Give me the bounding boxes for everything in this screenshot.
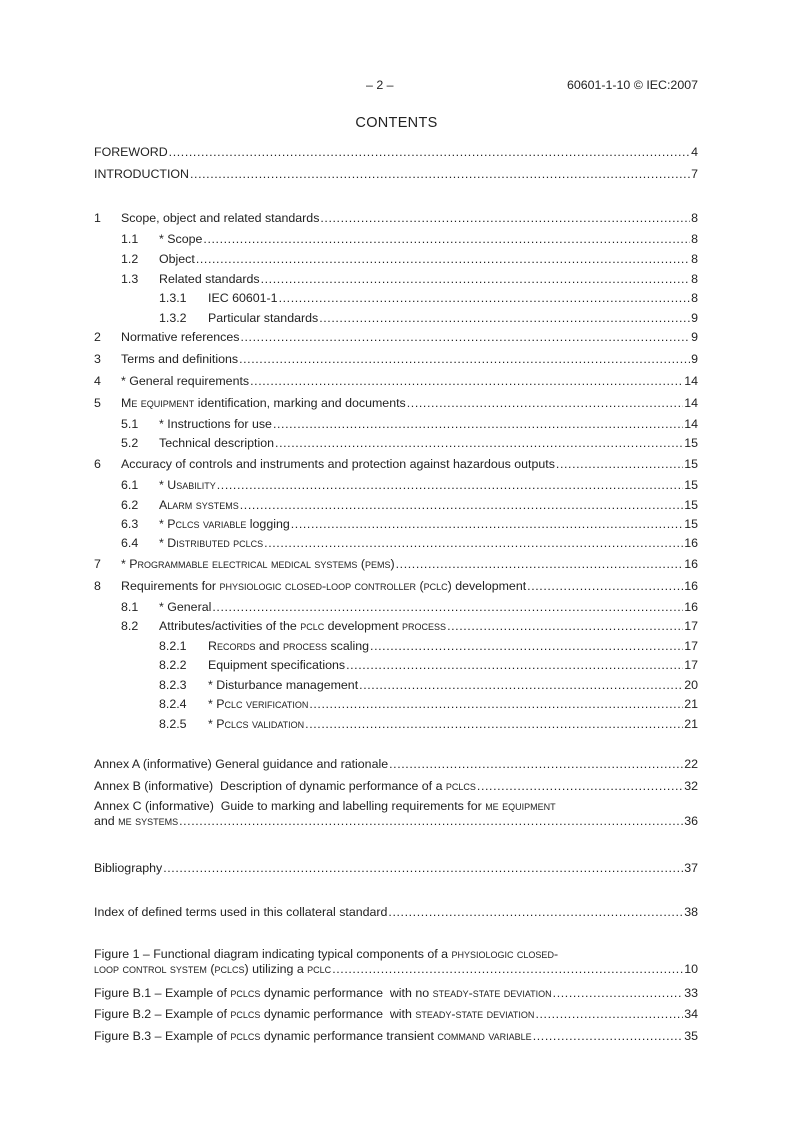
toc-entry-text: * Pclcs validation — [208, 717, 305, 731]
toc-entry-figure-b1[interactable] — [94, 985, 698, 1002]
dot-leader — [535, 1006, 683, 1023]
toc-entry-page: 4 — [691, 145, 698, 159]
toc-entry-text: and me systems — [94, 814, 179, 828]
toc-entry-text: Object — [159, 252, 195, 266]
toc-entry-text: * Scope — [159, 232, 203, 246]
toc-entry-number: 4 — [94, 374, 101, 388]
toc-entry-text: Terms and definitions — [121, 352, 239, 366]
toc-entry-number: 6.3 — [121, 517, 139, 531]
toc-entry[interactable] — [94, 231, 698, 248]
toc-entry-annex-a[interactable] — [94, 756, 698, 773]
toc-entry-number: 3 — [94, 352, 101, 366]
toc-entry-page: 17 — [684, 619, 698, 633]
toc-entry-index[interactable] — [94, 904, 698, 921]
toc-entry-bibliography[interactable] — [94, 860, 698, 877]
smallcaps-term: steady-state deviation — [415, 1007, 535, 1021]
toc-entry[interactable] — [94, 497, 698, 514]
toc-entry[interactable] — [94, 456, 698, 473]
toc-entry-text: IEC 60601-1 — [208, 291, 278, 305]
dot-leader — [261, 271, 691, 288]
toc-entry-text: * Pclc verification — [208, 697, 309, 711]
dot-leader — [264, 535, 683, 552]
smallcaps-term: Pclcs variable — [167, 517, 247, 531]
toc-entry-text: Bibliography — [94, 861, 163, 875]
smallcaps-term: pclcs — [230, 1029, 261, 1043]
smallcaps-term: Records — [208, 639, 256, 653]
toc-entry-number: 6.2 — [121, 498, 139, 512]
toc-entry-figure-b2[interactable] — [94, 1006, 698, 1023]
toc-entry-page: 17 — [684, 639, 698, 653]
toc-entry-page: 8 — [691, 232, 698, 246]
smallcaps-term: me systems — [118, 814, 179, 828]
toc-entry-number: 6.4 — [121, 536, 139, 550]
smallcaps-term: command variable — [437, 1029, 532, 1043]
dot-leader — [447, 618, 683, 635]
toc-entry-text: Attributes/activities of the pclc development process — [159, 619, 447, 633]
toc-entry-number: 7 — [94, 557, 101, 571]
toc-entry-annex-b[interactable] — [94, 778, 698, 795]
toc-entry-text: Index of defined terms used in this collateral standard — [94, 905, 388, 919]
toc-entry-page: 15 — [684, 517, 698, 531]
dot-leader — [217, 477, 683, 494]
toc-entry-figure-1[interactable] — [94, 947, 698, 977]
toc-entry-number: 5 — [94, 396, 101, 410]
toc-entry-annex-c[interactable] — [94, 799, 698, 829]
dot-leader — [332, 962, 683, 977]
toc-entry-number: 8 — [94, 579, 101, 593]
toc-entry-text: * Instructions for use — [159, 417, 272, 431]
toc-entry-page: 21 — [684, 697, 698, 711]
toc-entry-text: * Pclcs variable logging — [159, 517, 290, 531]
smallcaps-term: me equipment — [485, 799, 556, 813]
toc-entry-text: * Programmable electrical medical systems (pems) — [121, 557, 395, 571]
dot-leader — [169, 144, 690, 161]
toc-entry-introduction[interactable] — [94, 166, 698, 183]
toc-entry[interactable] — [94, 677, 698, 694]
toc-entry[interactable] — [94, 435, 698, 452]
dot-leader — [533, 1028, 684, 1045]
smallcaps-term: Distributed pclcs — [167, 536, 264, 550]
toc-entry-page: 9 — [691, 352, 698, 366]
dot-leader — [196, 251, 690, 268]
dot-leader — [388, 904, 683, 921]
toc-entry-page: 16 — [684, 557, 698, 571]
toc-entry-text: Annex B (informative) Description of dynamic performance of a pclcs — [94, 779, 476, 793]
smallcaps-term: process — [283, 639, 328, 653]
page-title: CONTENTS — [355, 115, 438, 131]
toc-entry-number: 8.2 — [121, 619, 139, 633]
dot-leader — [370, 638, 683, 655]
toc-entry-number: 1.3 — [121, 272, 139, 286]
smallcaps-term: physiologic closed- — [451, 947, 559, 961]
toc-entry-number: 2 — [94, 330, 101, 344]
dot-leader — [203, 231, 690, 248]
toc-entry-page: 36 — [684, 814, 698, 828]
toc-entry-text: Figure B.2 – Example of pclcs dynamic performance with steady-state deviation — [94, 1007, 535, 1021]
toc-entry-foreword[interactable] — [94, 144, 698, 161]
toc-entry-page: 21 — [684, 717, 698, 731]
toc-entry[interactable] — [94, 535, 698, 552]
dot-leader — [240, 329, 690, 346]
toc-entry[interactable] — [94, 477, 698, 494]
smallcaps-term: Pclc verification — [216, 697, 309, 711]
toc-entry-page: 14 — [684, 417, 698, 431]
toc-entry-page: 15 — [684, 457, 698, 471]
dot-leader — [179, 814, 683, 829]
dot-leader — [527, 578, 683, 595]
toc-entry-text: Records and process scaling — [208, 639, 370, 653]
dot-leader — [309, 696, 683, 713]
toc-entry-number: 6.1 — [121, 478, 139, 492]
toc-entry-page: 15 — [684, 436, 698, 450]
dot-leader — [305, 716, 683, 733]
toc-entry-number: 6 — [94, 457, 101, 471]
toc-entry-text: Particular standards — [208, 311, 319, 325]
toc-entry-page: 9 — [691, 330, 698, 344]
toc-entry-number: 5.1 — [121, 417, 139, 431]
document-id: 60601-1-10 © IEC:2007 — [566, 78, 698, 92]
toc-entry[interactable] — [94, 556, 698, 573]
toc-entry-text: * Usability — [159, 478, 216, 492]
toc-entry-text: * Distributed pclcs — [159, 536, 264, 550]
smallcaps-term: pclcs — [445, 779, 476, 793]
smallcaps-term: process — [402, 619, 447, 633]
toc-entry-text: * Disturbance management — [208, 678, 359, 692]
dot-leader — [319, 310, 690, 327]
toc-entry-page: 32 — [684, 779, 698, 793]
dot-leader — [250, 373, 683, 390]
toc-entry-page: 20 — [684, 678, 698, 692]
toc-entry-text: * General — [159, 600, 212, 614]
toc-entry-page: 15 — [684, 498, 698, 512]
page-number: – 2 – — [366, 78, 394, 92]
smallcaps-term: steady-state deviation — [432, 986, 552, 1000]
toc-entry[interactable] — [94, 395, 698, 412]
toc-entry-figure-b3[interactable] — [94, 1028, 698, 1045]
smallcaps-term: Usability — [167, 478, 216, 492]
dot-leader — [556, 456, 683, 473]
dot-leader — [212, 599, 683, 616]
dot-leader — [291, 516, 683, 533]
toc-entry-text: Technical description — [159, 436, 275, 450]
toc-entry-number: 8.2.5 — [159, 717, 187, 731]
smallcaps-term: pclc — [307, 962, 332, 976]
dot-leader — [320, 210, 690, 227]
toc-entry-page: 16 — [684, 579, 698, 593]
toc-entry-page: 16 — [684, 600, 698, 614]
toc-entry-page: 15 — [684, 478, 698, 492]
toc-entry-text: Annex C (informative) Guide to marking and labelling requirements for me equipment — [94, 799, 556, 813]
toc-entry-number: 8.2.3 — [159, 678, 187, 692]
smallcaps-term: Pclcs validation — [216, 717, 305, 731]
toc-entry-number: 8.2.2 — [159, 658, 187, 672]
toc-entry-text: * General requirements — [121, 374, 250, 388]
toc-entry-page: 8 — [691, 211, 698, 225]
toc-entry[interactable] — [94, 271, 698, 288]
toc-entry-number: 1.2 — [121, 252, 139, 266]
dot-leader — [240, 497, 683, 514]
smallcaps-term: pclcs — [230, 986, 261, 1000]
toc-entry-text: Normative references — [121, 330, 240, 344]
toc-entry-text: Me equipment identification, marking and documents — [121, 396, 406, 410]
toc-entry-continuation — [94, 962, 698, 977]
toc-entry[interactable] — [94, 373, 698, 390]
toc-entry[interactable] — [94, 657, 698, 674]
toc-entry[interactable] — [94, 716, 698, 733]
toc-entry[interactable] — [94, 638, 698, 655]
dot-leader — [346, 657, 683, 674]
toc-entry-number: 8.2.4 — [159, 697, 187, 711]
smallcaps-term: Me equipment — [121, 396, 195, 410]
dot-leader — [190, 166, 690, 183]
toc-entry-text: Equipment specifications — [208, 658, 346, 672]
toc-entry-page: 8 — [691, 291, 698, 305]
toc-entry[interactable] — [94, 696, 698, 713]
smallcaps-term: pclc — [423, 579, 448, 593]
toc-entry-page: 16 — [684, 536, 698, 550]
toc-entry-page: 37 — [684, 861, 698, 875]
toc-entry[interactable] — [94, 599, 698, 616]
toc-entry-text: Figure B.1 – Example of pclcs dynamic performance with no steady-state deviation — [94, 986, 552, 1000]
toc-entry-page: 10 — [684, 962, 698, 976]
smallcaps-term: physiologic closed-loop controller — [219, 579, 417, 593]
toc-entry-number: 8.2.1 — [159, 639, 187, 653]
toc-entry[interactable] — [94, 416, 698, 433]
toc-entry[interactable] — [94, 618, 698, 635]
toc-entry-text: loop control system (pclcs) utilizing a pclc — [94, 962, 332, 976]
toc-entry-number: 5.2 — [121, 436, 139, 450]
toc-entry-number: 8.1 — [121, 600, 139, 614]
toc-entry-text: Annex A (informative) General guidance and rationale — [94, 757, 389, 771]
dot-leader — [477, 778, 683, 795]
dot-leader — [275, 435, 683, 452]
toc-entry-page: 8 — [691, 272, 698, 286]
toc-entry-number: 1.1 — [121, 232, 139, 246]
toc-entry-number: 1.3.1 — [159, 291, 187, 305]
smallcaps-term: pclcs — [230, 1007, 261, 1021]
toc-entry-text: Accuracy of controls and instruments and protection against hazardous outputs — [121, 457, 555, 471]
dot-leader — [389, 756, 683, 773]
toc-entry-text: Scope, object and related standards — [121, 211, 320, 225]
dot-leader — [273, 416, 683, 433]
dot-leader — [553, 985, 684, 1002]
toc-entry-text: Figure B.3 – Example of pclcs dynamic performance transient command variable — [94, 1029, 532, 1043]
toc-entry-page: 34 — [684, 1007, 698, 1021]
toc-entry-page: 17 — [684, 658, 698, 672]
dot-leader — [359, 677, 683, 694]
toc-entry[interactable] — [94, 516, 698, 533]
toc-entry[interactable] — [94, 310, 698, 327]
dot-leader — [279, 290, 691, 307]
smallcaps-term: pclcs — [214, 962, 245, 976]
toc-entry-number: 1 — [94, 211, 101, 225]
toc-entry[interactable] — [94, 351, 698, 368]
toc-entry-page: 38 — [684, 905, 698, 919]
smallcaps-term: loop control system — [94, 962, 207, 976]
toc-entry-text: INTRODUCTION — [94, 167, 189, 181]
toc-entry-text: Alarm systems — [159, 498, 239, 512]
toc-entry-page: 9 — [691, 311, 698, 325]
toc-entry-page: 33 — [684, 986, 698, 1000]
toc-entry-page: 7 — [691, 167, 698, 181]
smallcaps-term: Programmable electrical medical systems (pems) — [129, 557, 395, 571]
toc-entry-page: 22 — [684, 757, 698, 771]
toc-entry-page: 14 — [684, 396, 698, 410]
toc-entry-text: FOREWORD — [94, 145, 168, 159]
dot-leader — [407, 395, 683, 412]
toc-entry-text: Related standards — [159, 272, 260, 286]
dot-leader — [239, 351, 690, 368]
smallcaps-term: pclc — [300, 619, 325, 633]
toc-entry[interactable] — [94, 251, 698, 268]
dot-leader — [163, 860, 683, 877]
toc-entry-page: 35 — [684, 1029, 698, 1043]
toc-entry-number: 1.3.2 — [159, 311, 187, 325]
toc-entry[interactable] — [94, 329, 698, 346]
toc-entry-page: 14 — [684, 374, 698, 388]
toc-entry[interactable] — [94, 578, 698, 595]
toc-entry[interactable] — [94, 210, 698, 227]
toc-entry[interactable] — [94, 290, 698, 307]
toc-entry-page: 8 — [691, 252, 698, 266]
toc-entry-text: Figure 1 – Functional diagram indicating typical components of a physiologic closed- — [94, 947, 559, 961]
toc-entry-text: Requirements for physiologic closed-loop controller (pclc) development — [121, 579, 527, 593]
toc-entry-continuation — [94, 814, 698, 829]
dot-leader — [396, 556, 684, 573]
